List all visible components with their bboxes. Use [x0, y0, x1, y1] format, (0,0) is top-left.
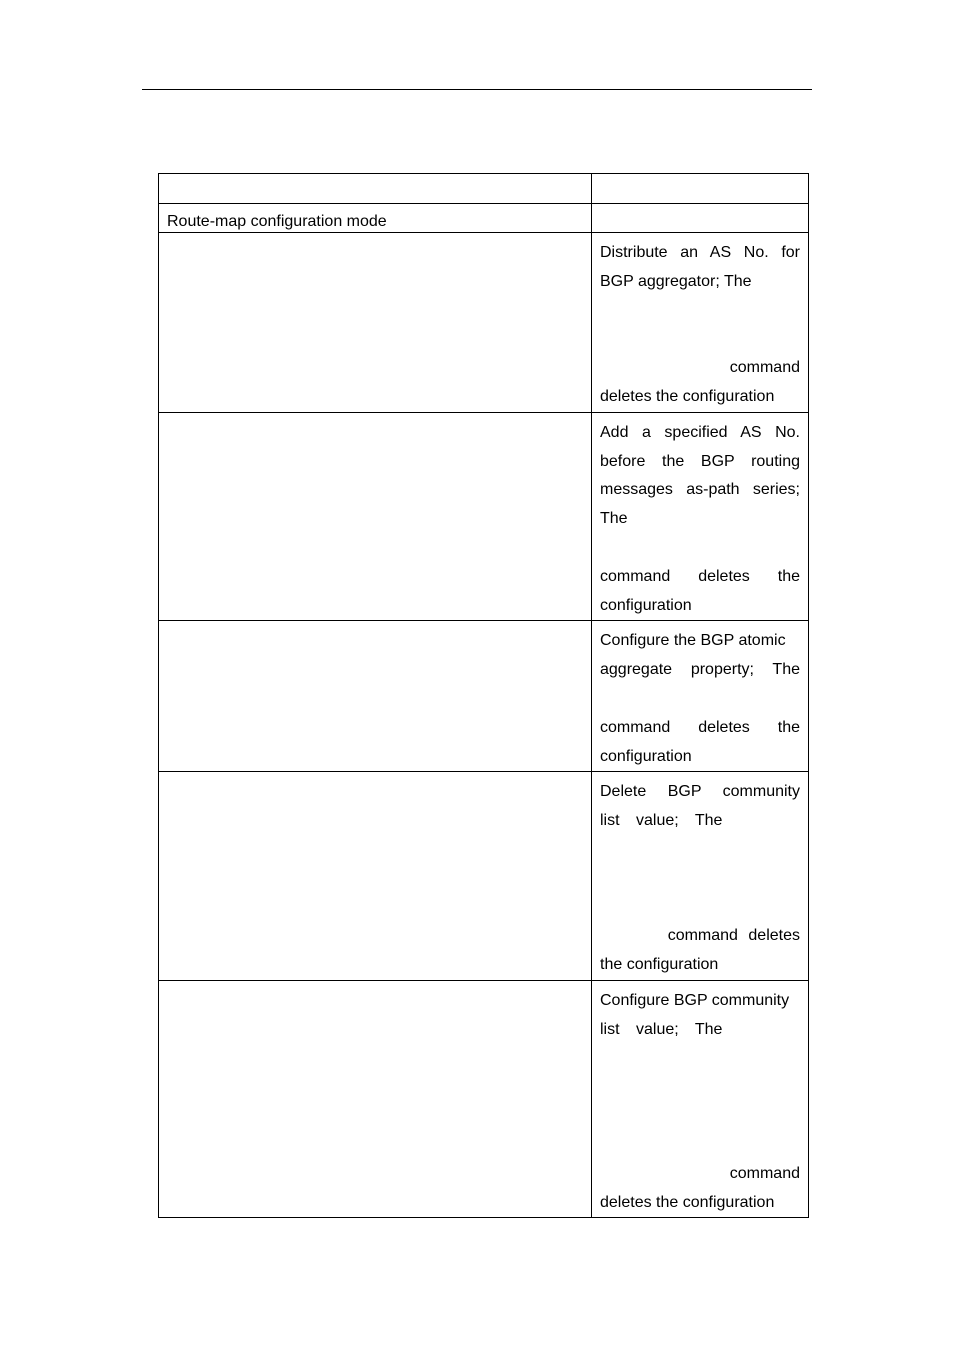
description-line: Add a specified AS No. — [600, 423, 800, 441]
description-line: aggregate property; The — [600, 661, 800, 679]
command-cell — [159, 412, 592, 621]
description-line: configuration — [600, 747, 692, 765]
description-line: before the BGP routing — [600, 452, 800, 470]
description-cell — [592, 412, 809, 621]
mode-cell-empty — [592, 204, 809, 233]
description-line: Configure BGP community — [600, 991, 790, 1009]
table-row — [159, 412, 809, 621]
description-cell — [592, 772, 809, 981]
description-line: deletes the configuration — [600, 387, 775, 405]
mode-row — [159, 204, 809, 233]
description-line: deletes the configuration — [600, 1193, 775, 1211]
mode-cell — [159, 204, 592, 233]
table-row — [159, 980, 809, 1217]
command-cell — [159, 233, 592, 413]
table-row — [159, 772, 809, 981]
table-row — [159, 233, 809, 413]
description-line: configuration — [600, 596, 692, 614]
description-cell — [592, 233, 809, 413]
description-line: command deletes the — [600, 567, 800, 585]
command-table — [158, 173, 809, 1218]
description-line: command deletes — [667, 927, 800, 945]
description-line: Configure the BGP atomic — [600, 632, 786, 650]
header-rule — [142, 89, 812, 90]
description-cell — [592, 621, 809, 772]
description-line: command deletes the — [600, 718, 800, 736]
command-cell — [159, 980, 592, 1217]
header-cell-explanation — [592, 174, 809, 204]
description-line: Delete BGP community — [600, 783, 800, 801]
description-cell — [592, 980, 809, 1217]
description-line: command — [729, 359, 800, 377]
description-line: The — [600, 510, 628, 528]
description-line: command — [729, 1164, 800, 1182]
description-line: list value; The — [600, 812, 723, 830]
command-cell — [159, 772, 592, 981]
description-line: list value; The — [600, 1020, 723, 1038]
command-cell — [159, 621, 592, 772]
description-line: Distribute an AS No. for — [600, 244, 800, 261]
mode-label: Route-map configuration mode — [167, 213, 387, 230]
description-line: messages as-path series; — [600, 481, 800, 499]
description-line: BGP aggregator; The — [600, 272, 752, 290]
table-row — [159, 621, 809, 772]
table-header-row — [159, 174, 809, 204]
header-cell-command — [159, 174, 592, 204]
description-line: the configuration — [600, 956, 719, 974]
